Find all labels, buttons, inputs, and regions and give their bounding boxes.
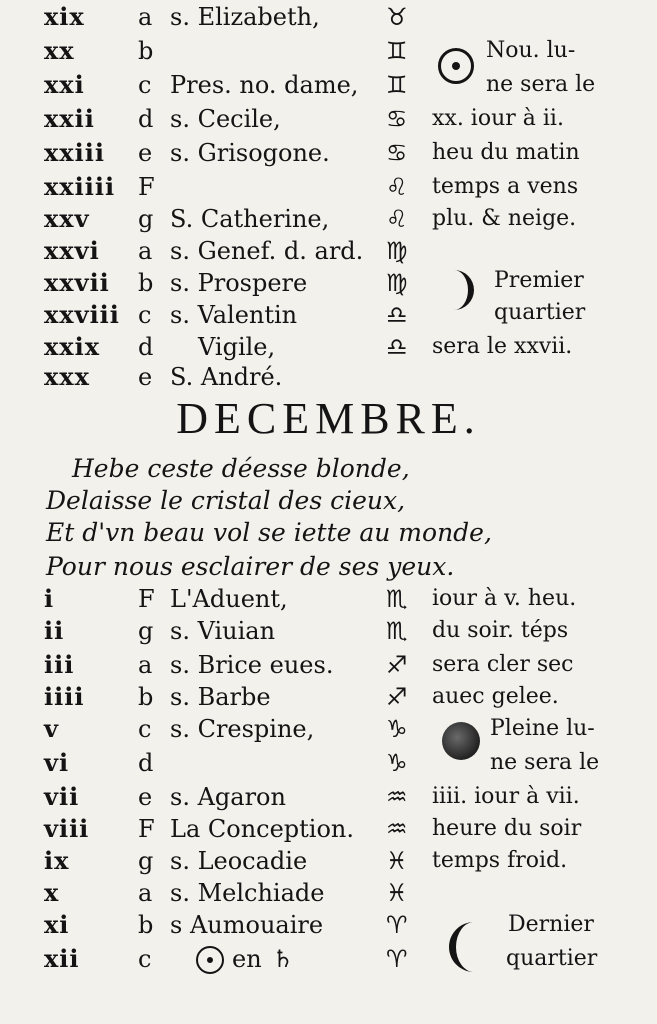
table-row [0, 712, 657, 746]
saint-name: S. Catherine, [170, 205, 330, 233]
day-number: xi [44, 910, 70, 939]
note-line: iiii. iour à vii. [432, 784, 580, 809]
day-number: xxii [44, 104, 95, 133]
note-line: sera le xxvii. [432, 334, 573, 359]
zodiac-sign-icon: ♍ [386, 269, 408, 297]
zodiac-sign-icon: ♈ [386, 911, 408, 939]
dominical-letter: c [138, 71, 152, 99]
saint-name: s. Melchiade [170, 879, 325, 907]
saint-name: s. Leocadie [170, 847, 308, 875]
zodiac-sign-icon: ♌ [386, 205, 408, 233]
verse-line: Et d'vn beau vol se iette au monde, [46, 518, 492, 547]
dominical-letter: a [138, 879, 153, 907]
dominical-letter: e [138, 363, 153, 391]
zodiac-sign-icon: ♒ [386, 815, 408, 843]
day-number: ii [44, 616, 65, 645]
dominical-letter: e [138, 783, 153, 811]
zodiac-sign-icon: ♓ [386, 847, 408, 875]
zodiac-sign-icon: ♐ [386, 683, 408, 711]
note-line: Nou. lu- [486, 38, 576, 63]
first-quarter-moon-icon [440, 266, 480, 314]
note-line: Premier [494, 268, 584, 293]
day-number: x [44, 878, 60, 907]
dominical-letter: e [138, 139, 153, 167]
dominical-letter: F [138, 815, 155, 843]
sun-icon [196, 946, 224, 974]
day-number: xix [44, 2, 85, 31]
zodiac-sign-icon: ♏ [386, 617, 408, 645]
zodiac-sign-icon: ♎ [386, 333, 408, 361]
last-quarter-moon-icon [444, 918, 488, 976]
dominical-letter: b [138, 683, 154, 711]
table-row [0, 680, 657, 714]
note-line: heure du soir [432, 816, 582, 841]
note-line: plu. & neige. [432, 206, 577, 231]
note-line: auec gelee. [432, 684, 559, 709]
zodiac-sign-icon: ♒ [386, 783, 408, 811]
zodiac-sign-icon: ♑ [386, 715, 408, 743]
saint-name: s. Brice eues. [170, 651, 334, 679]
day-number: ix [44, 846, 70, 875]
zodiac-sign-icon: ♐ [386, 651, 408, 679]
zodiac-sign-icon: ♋ [386, 105, 408, 133]
table-row [0, 844, 657, 878]
day-number: i [44, 584, 55, 613]
full-moon-icon [442, 722, 480, 760]
saint-name: s. Elizabeth, [170, 3, 320, 31]
dominical-letter: a [138, 237, 153, 265]
day-number: iiii [44, 682, 85, 711]
dominical-letter: b [138, 37, 154, 65]
dominical-letter: b [138, 911, 154, 939]
table-row [0, 614, 657, 648]
saint-name: s. Viuian [170, 617, 276, 645]
saint-name: s Aumouaire [170, 911, 324, 939]
dominical-letter: a [138, 651, 153, 679]
day-number: vi [44, 748, 70, 777]
note-line: heu du matin [432, 140, 580, 165]
note-line: ne sera le [486, 72, 596, 97]
saint-name: s. Agaron [170, 783, 286, 811]
table-row [0, 908, 657, 942]
saint-name: s. Grisogone. [170, 139, 330, 167]
saint-name: s. Prospere [170, 269, 308, 297]
day-number: xxx [44, 362, 90, 391]
verse-line: Hebe ceste déesse blonde, [72, 454, 410, 483]
note-line: ne sera le [490, 750, 600, 775]
dominical-letter: c [138, 945, 152, 973]
table-row [0, 582, 657, 616]
note-line: Dernier [508, 912, 594, 937]
table-row [0, 360, 657, 394]
day-number: xxiiii [44, 172, 116, 201]
zodiac-sign-icon: ♋ [386, 139, 408, 167]
verse-line: Pour nous esclairer de ses yeux. [46, 552, 455, 581]
dominical-letter: g [138, 617, 154, 645]
verse-line: Delaisse le cristal des cieux, [46, 486, 406, 515]
note-line: temps a vens [432, 174, 579, 199]
dominical-letter: c [138, 715, 152, 743]
note-line: quartier [506, 946, 598, 971]
table-row [0, 746, 657, 780]
table-row [0, 234, 657, 268]
zodiac-sign-icon: ♍ [386, 237, 408, 265]
day-number: iii [44, 650, 75, 679]
zodiac-sign-icon: ♌ [386, 173, 408, 201]
dominical-letter: d [138, 333, 154, 361]
dominical-letter: d [138, 105, 154, 133]
dominical-letter: g [138, 847, 154, 875]
saint-name: Pres. no. dame, [170, 71, 359, 99]
table-row [0, 876, 657, 910]
dominical-letter: F [138, 585, 155, 613]
note-line: temps froid. [432, 848, 568, 873]
note-line: xx. iour à ii. [432, 106, 564, 131]
table-row [0, 648, 657, 682]
zodiac-sign-icon: ♎ [386, 301, 408, 329]
zodiac-sign-icon: ♈ [386, 945, 408, 973]
day-number: xxi [44, 70, 85, 99]
dominical-letter: F [138, 173, 155, 201]
note-line: sera cler sec [432, 652, 574, 677]
day-number: vii [44, 782, 80, 811]
saint-name: s. Genef. d. ard. [170, 237, 364, 265]
zodiac-sign-icon: ♊ [386, 71, 408, 99]
page-title: DECEMBRE. [176, 394, 481, 443]
dominical-letter: b [138, 269, 154, 297]
day-number: xxiii [44, 138, 105, 167]
saint-name: s. Cecile, [170, 105, 281, 133]
saint-name: s. Barbe [170, 683, 271, 711]
dominical-letter: g [138, 205, 154, 233]
note-line: du soir. téps [432, 618, 569, 643]
day-number: xxvii [44, 268, 110, 297]
saint-name: s. Valentin [170, 301, 298, 329]
day-number: xxix [44, 332, 101, 361]
table-row [0, 942, 657, 976]
note-line: iour à v. heu. [432, 586, 577, 611]
saturn-icon: ♄ [272, 945, 294, 973]
zodiac-sign-icon: ♑ [386, 749, 408, 777]
saint-name: en [232, 945, 262, 973]
day-number: v [44, 714, 59, 743]
day-number: viii [44, 814, 90, 843]
saint-name: s. Crespine, [170, 715, 315, 743]
day-number: xxv [44, 204, 90, 233]
table-row [0, 0, 657, 34]
saint-name: S. André. [170, 363, 283, 391]
zodiac-sign-icon: ♓ [386, 879, 408, 907]
dominical-letter: c [138, 301, 152, 329]
note-line: quartier [494, 300, 586, 325]
day-number: xx [44, 36, 75, 65]
table-row [0, 812, 657, 846]
day-number: xxviii [44, 300, 120, 329]
zodiac-sign-icon: ♉ [386, 3, 408, 31]
dominical-letter: d [138, 749, 154, 777]
table-row [0, 780, 657, 814]
dominical-letter: a [138, 3, 153, 31]
saint-name: La Conception. [170, 815, 355, 843]
zodiac-sign-icon: ♊ [386, 37, 408, 65]
note-line: Pleine lu- [490, 716, 595, 741]
zodiac-sign-icon: ♏ [386, 585, 408, 613]
saint-name: L'Aduent, [170, 585, 288, 613]
saint-name: Vigile, [198, 333, 276, 361]
day-number: xxvi [44, 236, 100, 265]
day-number: xii [44, 944, 80, 973]
